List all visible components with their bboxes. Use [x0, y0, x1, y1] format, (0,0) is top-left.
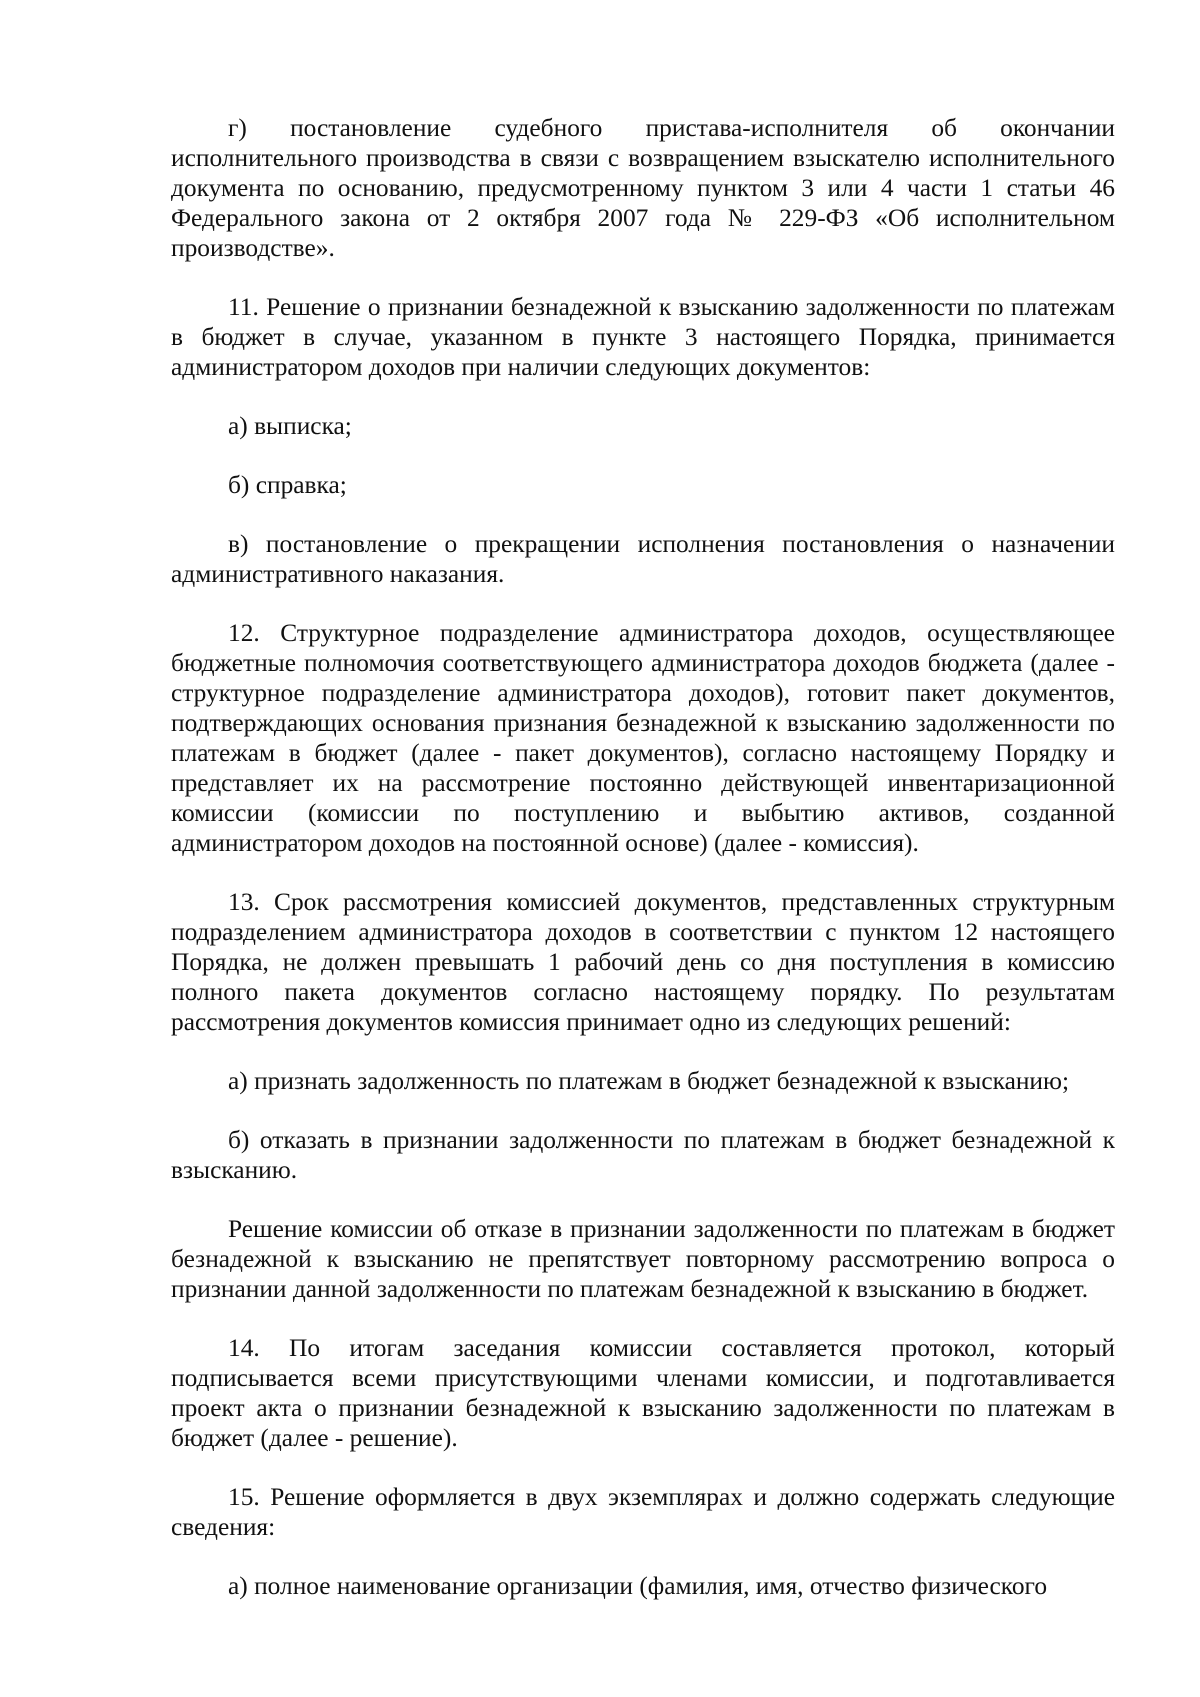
paragraph-11-item-v: в) постановление о прекращении исполнения постановления о назначении административного наказания. — [171, 530, 1115, 588]
paragraph-11: 11. Решение о признании безнадежной к взысканию задолженности по платежам в бюджет в случае, указанном в пункте 3 настоящего Порядка, принимается администратором доходов при наличии следующих документов: — [171, 293, 1115, 381]
paragraph-11-item-b: б) справка; — [228, 471, 347, 499]
paragraph-14: 14. По итогам заседания комиссии составляется протокол, который подписывается всеми присутствующими членами комиссии, и подготавливается проект акта о признании безнадежной к взысканию задолженности по платежам в бюджет (далее - решение). — [171, 1334, 1115, 1452]
paragraph-11-item-a: а) выписка; — [228, 412, 352, 440]
paragraph-12: 12. Структурное подразделение администратора доходов, осуществляющее бюджетные полномочия соответствующего администратора доходов бюджета (далее - структурное подразделение администратора доходов), готовит пакет документов, подтверждающих основания признания безнадежной к взысканию задолженности по платежам в бюджет (далее - пакет документов), согласно настоящему Порядку и представляет их на рассмотрение постоянно действующей инвентаризационной комиссии (комиссии по поступлению и выбытию активов, созданной администратором доходов на постоянной основе) (далее - комиссия). — [171, 619, 1115, 857]
paragraph-13-note: Решение комиссии об отказе в признании задолженности по платежам в бюджет безнадежной к взысканию не препятствует повторному рассмотрению вопроса о признании данной задолженности по платежам безнадежной к взысканию в бюджет. — [171, 1215, 1115, 1303]
paragraph-item-g: г) постановление судебного пристава-исполнителя об окончании исполнительного производства в связи с возвращением взыскателю исполнительного документа по основанию, предусмотренному пунктом 3 или 4 части 1 статьи 46 Федерального закона от 2 октября 2007 года № 229-ФЗ «Об исполнительном производстве». — [171, 114, 1115, 262]
paragraph-15-item-a: а) полное наименование организации (фамилия, имя, отчество физического — [228, 1572, 1048, 1600]
paragraph-13-item-a: а) признать задолженность по платежам в бюджет безнадежной к взысканию; — [228, 1067, 1070, 1095]
paragraph-13: 13. Срок рассмотрения комиссией документов, представленных структурным подразделением администратора доходов в соответствии с пунктом 12 настоящего Порядка, не должен превышать 1 рабочий день со дня поступления в комиссию полного пакета документов согласно настоящему порядку. По результатам рассмотрения документов комиссия принимает одно из следующих решений: — [171, 888, 1115, 1036]
paragraph-13-item-b: б) отказать в признании задолженности по платежам в бюджет безнадежной к взысканию. — [171, 1126, 1115, 1184]
paragraph-15: 15. Решение оформляется в двух экземплярах и должно содержать следующие сведения: — [171, 1483, 1115, 1541]
document-body — [171, 113, 1115, 1601]
